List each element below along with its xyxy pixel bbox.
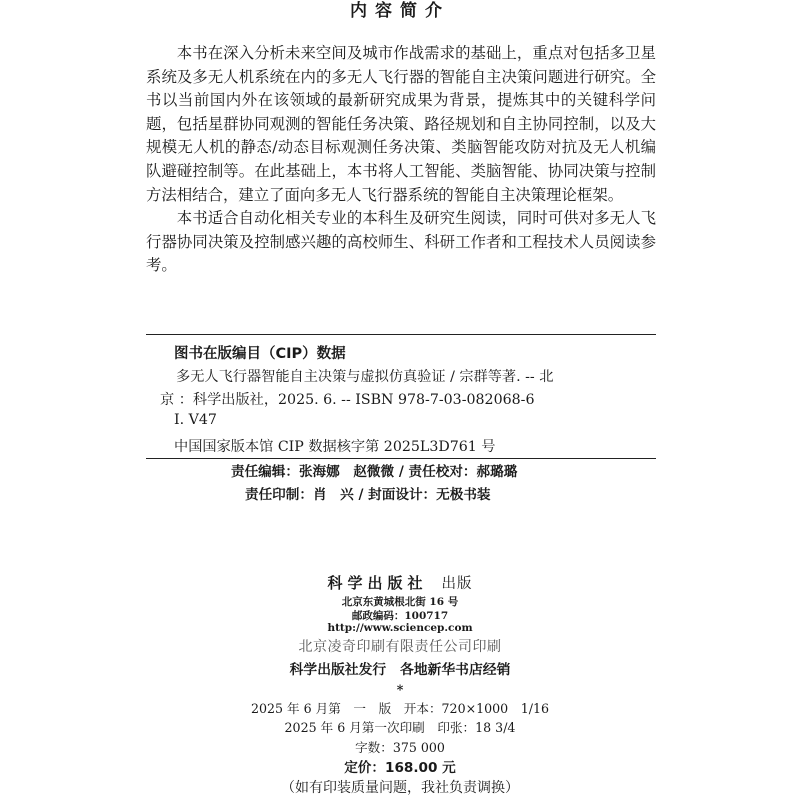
printer-line: 北京凌奇印刷有限责任公司印刷 [298, 639, 502, 655]
cip-line-classification: Ⅰ. V47 [174, 412, 217, 428]
distribution-line: 科学出版社发行 各地新华书店经销 [289, 662, 511, 678]
edition-line: 2025 年 6 月第 一 版 开本：720×1000 1/16 [250, 701, 550, 716]
word-count: 字数：375 000 [355, 740, 445, 755]
quality-notice: （如有印装质量问题，我社负责调换） [281, 780, 519, 796]
printing-line: 2025 年 6 月第一次印刷 印张：18 3/4 [284, 720, 516, 735]
cip-title: 图书在版编目（CIP）数据 [174, 346, 346, 362]
cip-line-publisher-isbn: 京 ：科学出版社，2025. 6. -- ISBN 978-7-03-082068-6 [160, 392, 535, 408]
cip-bottom-divider [146, 458, 656, 459]
page-title: 内容简介 [350, 1, 450, 21]
synopsis-paragraph-1: 本书在深入分析未来空间及城市作战需求的基础上，重点对包括多卫星系统及多无人机系统在内的多无人飞行器的智能自主决策问题进行研究。全书以当前国内外在该领域的最新研究成果为背景，提炼其中的关键科学问题，包括星群协同观测的智能任务决策、路径规划和自主协同控制，以及大规模无人机的静态/动态目标观测任务决策、类脑智能攻防对抗及无人机编队避碰控制等。在此基础上，本书将人工智能、类脑智能、协同决策与控制方法相结合，建立了面向多无人飞行器系统的智能自主决策理论框架。 [146, 44, 656, 204]
cip-top-divider [146, 334, 656, 335]
synopsis-paragraph-2: 本书适合自动化相关专业的本科生及研究生阅读，同时可供对多无人飞行器协同决策及控制感兴趣的高校师生、科研工作者和工程技术人员阅读参考。 [146, 209, 656, 275]
synopsis [146, 42, 656, 278]
publisher-suffix: 出版 [441, 576, 473, 592]
publisher-heading [0, 572, 800, 593]
price: 定价：168.00 元 [344, 760, 456, 776]
cip-line-record-number: 中国国家版本馆 CIP 数据核字第 2025L3D761 号 [174, 439, 496, 455]
publisher-website: http://www.sciencep.com [327, 622, 473, 634]
publisher-address: 北京东黄城根北街 16 号 [341, 596, 459, 608]
cip-line-title-author: 多无人飞行器智能自主决策与虚拟仿真验证 / 宗群等著. -- 北 [176, 369, 554, 385]
separator-star: * [396, 682, 404, 697]
editors-line: 责任编辑：张海娜 赵微微 / 责任校对：郝璐璐 [231, 464, 518, 480]
publisher-postcode: 邮政编码：100717 [351, 610, 449, 622]
publisher-name: 科学出版社 [327, 574, 428, 592]
production-line: 责任印制：肖 兴 / 封面设计：无极书装 [245, 487, 491, 503]
